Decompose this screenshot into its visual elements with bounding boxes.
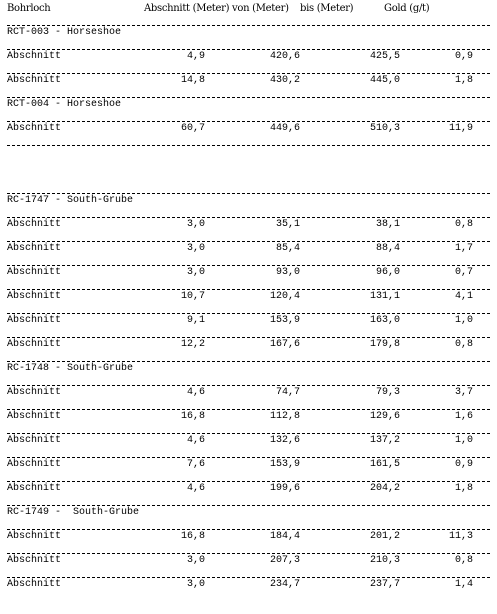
header-gold: Gold (g/t) xyxy=(384,3,430,14)
row-label: Abschnitt xyxy=(7,51,62,62)
row-label: Abschnitt xyxy=(7,315,62,326)
group-title: RC-1747 - South-Grube xyxy=(7,195,134,206)
cell-bis: 79,3 xyxy=(375,387,400,398)
cell-von: 153,9 xyxy=(269,459,300,470)
cell-gold: 0,9 xyxy=(454,51,473,62)
table-row xyxy=(0,259,497,283)
cell-abschnitt: 3,0 xyxy=(186,555,205,566)
table-row xyxy=(0,235,497,259)
cell-gold: 4,1 xyxy=(454,291,473,302)
group-header-row xyxy=(0,355,497,379)
cell-bis: 163,0 xyxy=(369,315,400,326)
row-label: Abschnitt xyxy=(7,123,62,134)
group-title: RCT-004 - Horseshoe xyxy=(7,99,122,110)
table-row xyxy=(0,475,497,499)
cell-von: 207,3 xyxy=(269,555,300,566)
dashed-separator xyxy=(7,289,490,290)
group-header-row xyxy=(0,91,497,115)
cell-gold: 1,8 xyxy=(454,483,473,494)
dashed-separator xyxy=(7,193,490,194)
cell-von: 74,7 xyxy=(275,387,300,398)
dashed-separator xyxy=(7,121,490,122)
cell-bis: 96,0 xyxy=(375,267,400,278)
dashed-separator xyxy=(7,433,490,434)
table-row xyxy=(0,427,497,451)
table-row xyxy=(0,451,497,475)
table-row xyxy=(0,571,497,595)
table-row xyxy=(0,331,497,355)
cell-abschnitt: 4,9 xyxy=(186,51,205,62)
dashed-separator xyxy=(7,481,490,482)
dashed-separator xyxy=(7,25,490,26)
results-table xyxy=(0,19,497,595)
cell-gold: 0,9 xyxy=(454,459,473,470)
group-header-row xyxy=(0,19,497,43)
table-row xyxy=(0,379,497,403)
table-header xyxy=(0,3,497,17)
dashed-separator xyxy=(7,409,490,410)
cell-von: 199,6 xyxy=(269,483,300,494)
cell-abschnitt: 16,8 xyxy=(180,531,205,542)
cell-bis: 425,5 xyxy=(369,51,400,62)
dashed-separator xyxy=(7,337,490,338)
cell-von: 120,4 xyxy=(269,291,300,302)
table-row xyxy=(0,547,497,571)
cell-abschnitt: 12,2 xyxy=(180,339,205,350)
cell-bis: 131,1 xyxy=(369,291,400,302)
dashed-separator xyxy=(7,265,490,266)
cell-bis: 445,0 xyxy=(369,75,400,86)
header-bis: bis (Meter) xyxy=(300,3,354,14)
cell-abschnitt: 4,6 xyxy=(186,387,205,398)
row-label: Abschnitt xyxy=(7,75,62,86)
cell-von: 430,2 xyxy=(269,75,300,86)
cell-von: 234,7 xyxy=(269,579,300,590)
header-bohrloch: Bohrloch xyxy=(7,3,51,14)
cell-bis: 88,4 xyxy=(375,243,400,254)
row-label: Abschnitt xyxy=(7,483,62,494)
table-row xyxy=(0,115,497,139)
cell-abschnitt: 16,8 xyxy=(180,411,205,422)
dashed-separator xyxy=(7,313,490,314)
table-row xyxy=(0,43,497,67)
cell-bis: 201,2 xyxy=(369,531,400,542)
row-label: Abschnitt xyxy=(7,579,62,590)
cell-von: 132,6 xyxy=(269,435,300,446)
row-label: Abschnitt xyxy=(7,531,62,542)
table-row xyxy=(0,523,497,547)
cell-bis: 179,8 xyxy=(369,339,400,350)
dashed-separator xyxy=(7,49,490,50)
dashed-separator xyxy=(7,577,490,578)
cell-bis: 137,2 xyxy=(369,435,400,446)
cell-gold: 0,8 xyxy=(454,555,473,566)
cell-gold: 0,8 xyxy=(454,219,473,230)
cell-gold: 1,6 xyxy=(454,411,473,422)
cell-abschnitt: 3,0 xyxy=(186,219,205,230)
header-abschnitt: Abschnitt (Meter) xyxy=(144,3,230,14)
dashed-separator xyxy=(7,361,490,362)
cell-von: 420,6 xyxy=(269,51,300,62)
row-label: Abschnitt xyxy=(7,555,62,566)
dashed-separator xyxy=(7,73,490,74)
cell-bis: 204,2 xyxy=(369,483,400,494)
cell-gold: 11,3 xyxy=(448,531,473,542)
cell-gold: 0,8 xyxy=(454,339,473,350)
group-title: RCT-003 - Horseshoe xyxy=(7,27,122,38)
cell-abschnitt: 14,8 xyxy=(180,75,205,86)
cell-bis: 129,6 xyxy=(369,411,400,422)
cell-von: 85,4 xyxy=(275,243,300,254)
header-von: von (Meter) xyxy=(232,3,289,14)
cell-gold: 1,4 xyxy=(454,579,473,590)
cell-von: 167,6 xyxy=(269,339,300,350)
cell-bis: 38,1 xyxy=(375,219,400,230)
cell-gold: 1,0 xyxy=(454,435,473,446)
dashed-separator xyxy=(7,385,490,386)
table-gap-row xyxy=(0,139,497,187)
row-label: Abschnitt xyxy=(7,459,62,470)
row-label: Abschnitt xyxy=(7,243,62,254)
cell-gold: 1,7 xyxy=(454,243,473,254)
group-title: RC-1749 - South-Grube xyxy=(7,507,140,518)
group-title: RC-1748 - South-Grube xyxy=(7,363,134,374)
cell-gold: 11,9 xyxy=(448,123,473,134)
cell-von: 153,9 xyxy=(269,315,300,326)
row-label: Abschnitt xyxy=(7,339,62,350)
cell-von: 35,1 xyxy=(275,219,300,230)
cell-abschnitt: 4,6 xyxy=(186,435,205,446)
dashed-separator xyxy=(7,241,490,242)
dashed-separator xyxy=(7,505,490,506)
cell-abschnitt: 4,6 xyxy=(186,483,205,494)
dashed-separator xyxy=(7,97,490,98)
dashed-separator xyxy=(7,553,490,554)
cell-abschnitt: 10,7 xyxy=(180,291,205,302)
cell-von: 449,6 xyxy=(269,123,300,134)
dashed-separator xyxy=(7,457,490,458)
cell-abschnitt: 3,0 xyxy=(186,579,205,590)
row-label: Abschnitt xyxy=(7,387,62,398)
row-label: Abschnitt xyxy=(7,435,62,446)
table-row xyxy=(0,307,497,331)
table-row xyxy=(0,283,497,307)
cell-bis: 237,7 xyxy=(369,579,400,590)
row-label: Abschnitt xyxy=(7,219,62,230)
cell-bis: 510,3 xyxy=(369,123,400,134)
cell-gold: 1,8 xyxy=(454,75,473,86)
cell-gold: 0,7 xyxy=(454,267,473,278)
row-label: Abschnitt xyxy=(7,291,62,302)
table-row xyxy=(0,403,497,427)
cell-bis: 161,5 xyxy=(369,459,400,470)
row-label: Abschnitt xyxy=(7,411,62,422)
cell-bis: 210,3 xyxy=(369,555,400,566)
cell-abschnitt: 60,7 xyxy=(180,123,205,134)
group-header-row xyxy=(0,499,497,523)
cell-gold: 3,7 xyxy=(454,387,473,398)
table-row xyxy=(0,67,497,91)
dashed-separator xyxy=(7,217,490,218)
cell-von: 93,0 xyxy=(275,267,300,278)
cell-abschnitt: 9,1 xyxy=(186,315,205,326)
cell-abschnitt: 3,0 xyxy=(186,267,205,278)
group-header-row xyxy=(0,187,497,211)
dashed-separator xyxy=(7,145,490,146)
table-row xyxy=(0,211,497,235)
cell-abschnitt: 3,0 xyxy=(186,243,205,254)
dashed-separator xyxy=(7,529,490,530)
cell-gold: 1,0 xyxy=(454,315,473,326)
row-label: Abschnitt xyxy=(7,267,62,278)
cell-abschnitt: 7,6 xyxy=(186,459,205,470)
cell-von: 112,8 xyxy=(269,411,300,422)
cell-von: 184,4 xyxy=(269,531,300,542)
